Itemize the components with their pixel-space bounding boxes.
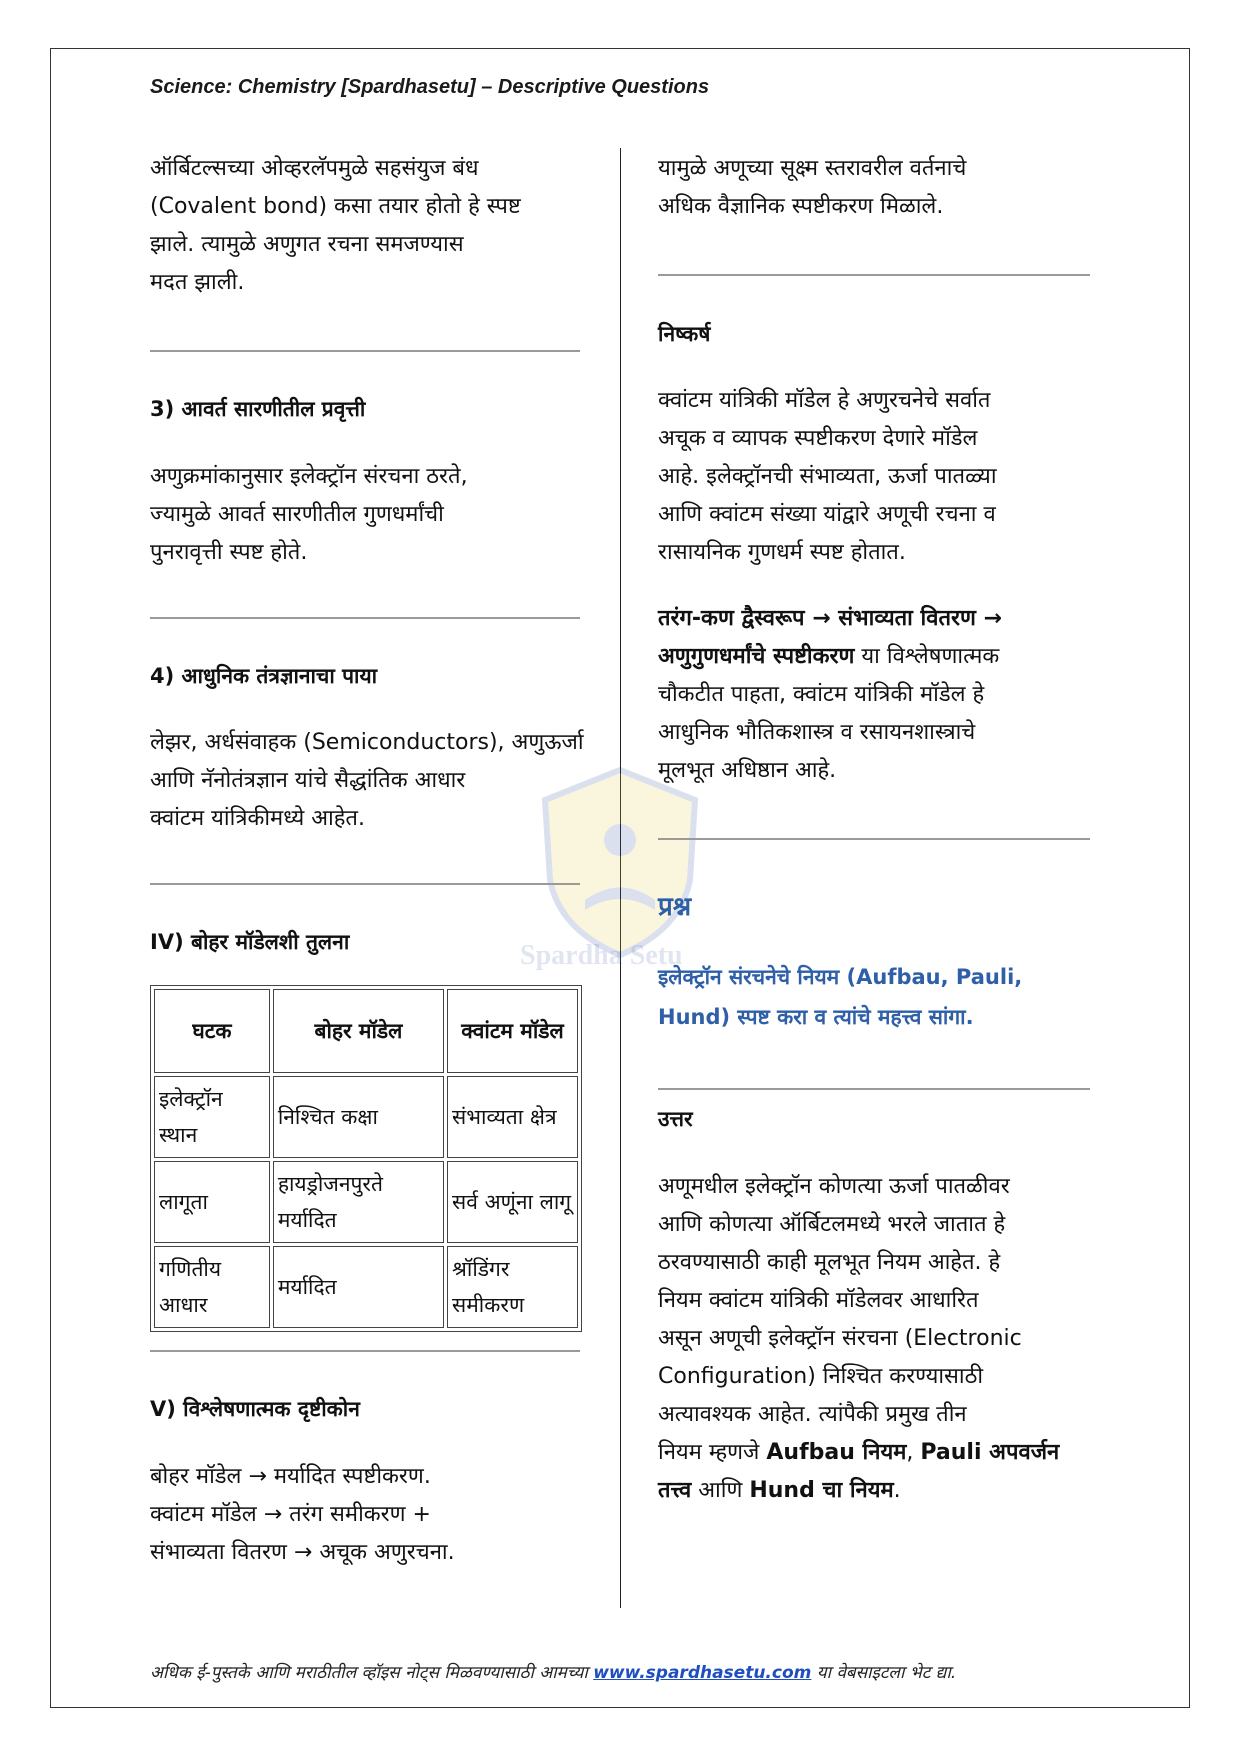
summary-line-1: तरंग-कण द्वैस्वरूप → संभाव्यता वितरण → (658, 606, 1002, 631)
section-3-line-2: ज्यामुळे आवर्त सारणीतील गुणधर्मांची (150, 502, 444, 527)
section-divider (658, 274, 1090, 276)
table-header-row (154, 989, 578, 1073)
table-cell: लागूता (154, 1161, 270, 1243)
comparison-heading: IV) बोहर मॉडेलशी तुलना (150, 930, 350, 954)
analytical-line-3: संभाव्यता वितरण → अचूक अणुरचना. (150, 1540, 455, 1565)
analytical-line-2: क्वांटम मॉडेल → तरंग समीकरण + (150, 1502, 431, 1527)
left-intro-line-2: (Covalent bond) कसा तयार होतो हे स्पष्ट (150, 194, 521, 219)
watermark-text: Spardha Setu (520, 940, 683, 971)
table-row (154, 1076, 578, 1158)
answer-text: नियम म्हणजे (658, 1440, 767, 1465)
pauli-principle-text: तत्त्व (658, 1478, 692, 1503)
answer-line-5: असून अणूची इलेक्ट्रॉन संरचना (Electronic (658, 1326, 1022, 1351)
table-cell: संभाव्यता क्षेत्र (447, 1076, 578, 1158)
left-intro-line-1: ऑर्बिटल्सच्या ओव्हरलॅपमुळे सहसंयुज बंध (150, 156, 479, 181)
section-divider (150, 883, 580, 885)
conclusion-heading: निष्कर्ष (658, 322, 711, 346)
conclusion-line-1: क्वांटम यांत्रिकी मॉडेल हे अणुरचनेचे सर्वात (658, 388, 991, 413)
section-4-line-3: क्वांटम यांत्रिकीमध्ये आहेत. (150, 806, 365, 831)
left-intro-line-3: झाले. त्यामुळे अणुगत रचना समजण्यास (150, 232, 464, 257)
question-label: प्रश्न (658, 892, 692, 922)
pauli-principle-text: Pauli अपवर्जन (920, 1440, 1060, 1465)
summary-line-2 (658, 638, 999, 676)
right-intro-line-2: अधिक वैज्ञानिक स्पष्टीकरण मिळाले. (658, 194, 944, 219)
answer-line-3: ठरवण्यासाठी काही मूलभूत नियम आहेत. हे (658, 1250, 1001, 1275)
table-cell: हायड्रोजनपुरते मर्यादित (273, 1161, 444, 1243)
shield-logo-watermark (530, 760, 710, 960)
answer-text: आणि (691, 1478, 750, 1503)
section-3-line-3: पुनरावृत्ती स्पष्ट होते. (150, 540, 308, 565)
answer-line-6: Configuration) निश्चित करण्यासाठी (658, 1364, 984, 1389)
page-header: Science: Chemistry [Spardhasetu] – Descriptive Questions (150, 76, 710, 98)
table-header-cell: घटक (154, 989, 270, 1073)
section-divider (150, 1350, 580, 1352)
summary-line-5: मूलभूत अधिष्ठान आहे. (658, 758, 837, 783)
section-divider (658, 838, 1090, 840)
footer-text: या वेबसाइटला भेट द्या. (811, 1663, 957, 1683)
section-4-line-1: लेझर, अर्धसंवाहक (Semiconductors), अणुऊर्जा (150, 730, 584, 755)
answer-line-1: अणूमधील इलेक्ट्रॉन कोणत्या ऊर्जा पातळीवर (658, 1174, 1010, 1199)
table-row (154, 1161, 578, 1243)
analytical-line-1: बोहर मॉडेल → मर्यादित स्पष्टीकरण. (150, 1464, 431, 1489)
website-link[interactable]: www.spardhasetu.com (593, 1663, 812, 1683)
section-3-line-1: अणुक्रमांकानुसार इलेक्ट्रॉन संरचना ठरते, (150, 464, 468, 489)
table-header-cell: क्वांटम मॉडेल (447, 989, 578, 1073)
analytical-heading: V) विश्लेषणात्मक दृष्टीकोन (150, 1397, 360, 1421)
answer-line-7: अत्यावश्यक आहेत. त्यांपैकी प्रमुख तीन (658, 1402, 967, 1427)
summary-bold-text: अणुगुणधर्मांचे स्पष्टीकरण (658, 644, 855, 669)
answer-line-2: आणि कोणत्या ऑर्बिटलमध्ये भरले जातात हे (658, 1212, 1006, 1237)
comparison-table (150, 985, 582, 1332)
right-intro-line-1: यामुळे अणूच्या सूक्ष्म स्तरावरील वर्तनाचे (658, 156, 967, 181)
conclusion-line-3: आहे. इलेक्ट्रॉनची संभाव्यता, ऊर्जा पातळ्या (658, 464, 997, 489)
table-cell: मर्यादित (273, 1246, 444, 1328)
table-cell: इलेक्ट्रॉन स्थान (154, 1076, 270, 1158)
answer-label: उत्तर (658, 1107, 693, 1131)
hund-rule-text: Hund चा नियम (749, 1478, 894, 1503)
conclusion-line-5: रासायनिक गुणधर्म स्पष्ट होतात. (658, 540, 906, 565)
section-divider (658, 1088, 1090, 1090)
footer-text: अधिक ई-पुस्तके आणि मराठीतील व्हॉइस नोट्स मिळवण्यासाठी आमच्या (150, 1663, 594, 1683)
section-divider (150, 617, 580, 619)
section-3-heading: 3) आवर्त सारणीतील प्रवृत्ती (150, 397, 366, 421)
summary-line-4: आधुनिक भौतिकशास्त्र व रसायनशास्त्राचे (658, 720, 976, 745)
question-line-2: Hund) स्पष्ट करा व त्यांचे महत्त्व सांगा. (658, 1005, 974, 1029)
answer-line-8 (658, 1434, 1059, 1472)
summary-rest-text: या विश्लेषणात्मक (854, 644, 1000, 669)
table-cell: गणितीय आधार (154, 1246, 270, 1328)
answer-text: . (893, 1478, 901, 1503)
section-4-heading: 4) आधुनिक तंत्रज्ञानाचा पाया (150, 664, 378, 688)
table-cell: श्रॉडिंगर समीकरण (447, 1246, 578, 1328)
conclusion-line-4: आणि क्वांटम संख्या यांद्वारे अणूची रचना व (658, 502, 996, 527)
answer-text: , (906, 1440, 921, 1465)
answer-line-4: नियम क्वांटम यांत्रिकी मॉडेलवर आधारित (658, 1288, 979, 1313)
conclusion-line-2: अचूक व व्यापक स्पष्टीकरण देणारे मॉडेल (658, 426, 978, 451)
question-line-1: इलेक्ट्रॉन संरचनेचे नियम (Aufbau, Pauli, (658, 965, 1023, 989)
section-divider (150, 350, 580, 352)
answer-line-9 (658, 1472, 901, 1510)
table-cell: सर्व अणूंना लागू (447, 1161, 578, 1243)
table-row (154, 1246, 578, 1328)
table-header-cell: बोहर मॉडेल (273, 989, 444, 1073)
aufbau-rule-text: Aufbau नियम (766, 1440, 907, 1465)
section-4-line-2: आणि नॅनोतंत्रज्ञान यांचे सैद्धांतिक आधार (150, 768, 466, 793)
left-intro-line-4: मदत झाली. (150, 270, 245, 295)
table-cell: निश्चित कक्षा (273, 1076, 444, 1158)
summary-line-3: चौकटीत पाहता, क्वांटम यांत्रिकी मॉडेल हे (658, 682, 985, 707)
page-footer (150, 1660, 956, 1683)
